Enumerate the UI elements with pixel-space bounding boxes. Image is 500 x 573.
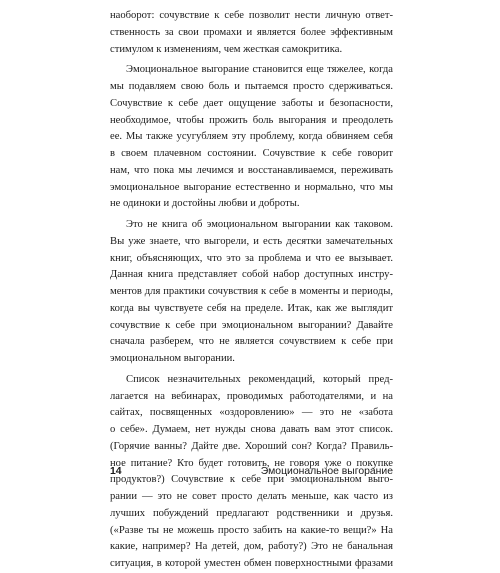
text-line: Это не книга об эмоциональном выгорании как таковом. [126,219,393,230]
text-line: сайтах, посвященных «оздоровлению» — это не «забота [110,407,393,419]
text-line: лагается на вебинарах, проводимых работодателями, и на [110,390,393,402]
text-line: стимулом к изменениям, чем жесткая самокритика. [110,43,343,55]
text-line: продуктов?) Сочувствие к себе при эмоциональном выго- [110,474,393,486]
text-line: эмоциональном выгорании. [110,353,235,364]
text-line: Эмоциональное выгорание становится еще тяжелее, когда [126,64,393,76]
text-line: Данная книга представляет собой набор доступных инстру- [110,269,393,281]
text-line: сначала разберем, что не является сочувствием к себе при [110,336,393,348]
text-line: ное питание? Кто будет готовить, не говоря уже о покупке [110,457,393,469]
text-line: (Горячие ванны? Дайте две. Хороший сон? Когда? Правиль- [110,440,393,452]
text-line: ее. Мы также усугубляем эту проблему, когда обвиняем себя [110,131,393,143]
text-line: в своем плачевном состоянии. Сочувствие к себе говорит [110,148,393,159]
text-line: лучших побуждений предлагают родственники и друзья. [110,507,393,519]
running-title: Эмоциональное выгорание [260,466,393,477]
text-line: не одиноки и достойны любви и доброты. [110,198,300,210]
text-line: Вы уже знаете, что выгорели, и есть десятки замечательных [110,235,393,247]
text-line: о себе». Думаем, нет нужды снова давать вам этот список. [110,424,393,435]
text-line: рании — это не совет просто делать меньше, как часто из [110,491,393,502]
text-line: эмоциональное выгорание естественно и нормально, что мы [110,181,393,193]
text-line: сочувствие к себе при эмоциональном выгорании? Давайте [110,319,393,331]
text-line: Сочувствие к себе дает ощущение заботы и безопасности, [110,97,393,109]
text-line: нам, что пока мы лечимся и восстанавливаемся, переживать [110,164,393,176]
text-line: Список незначительных рекомендаций, который пред- [126,373,393,385]
text-line: мы подавляем свою боль и пытаемся просто сдерживаться. [110,81,393,92]
text-line: («Разве ты не можешь просто забить на какие-то вещи?» На [110,524,393,536]
page-number: 14 [110,466,122,477]
text-line: ситуация, в которой уместен обмен поверхностными фразами [110,558,393,569]
text-line: наоборот: сочувствие к себе позволит нести личную ответ- [110,10,393,21]
text-line: ственность за свои промахи и является более эффективным [110,26,393,38]
page-footer [110,466,393,482]
text-line: когда вы чувствуете себя на пределе. Итак, как же выглядит [110,302,393,314]
body-text [110,8,393,573]
text-line: необходимое, чтобы прожить боль выгорания и преодолеть [110,114,393,126]
text-line: книг, объясняющих, что это за проблема и что ее вызывает. [110,252,393,264]
text-line: ментов для практики сочувствия к себе в моменты и периоды, [110,286,393,297]
text-line: какие, например? На детей, дом, работу?) Это не банальная [110,541,393,553]
